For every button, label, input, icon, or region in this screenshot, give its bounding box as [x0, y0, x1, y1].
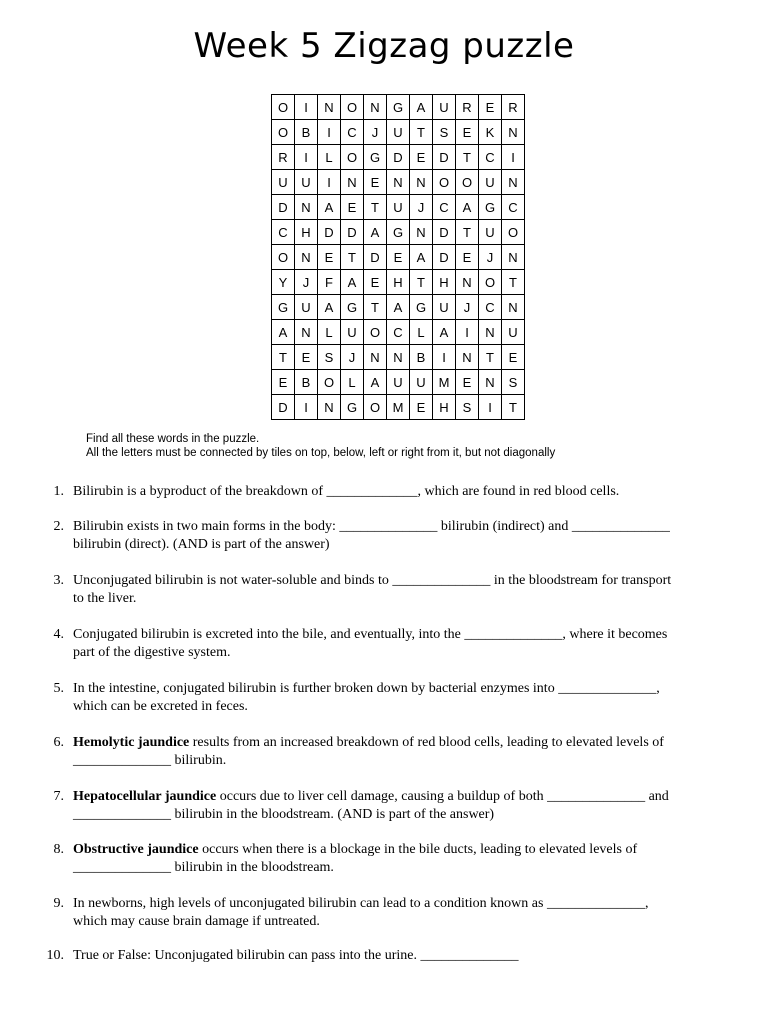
grid-cell: N — [318, 395, 341, 420]
grid-cell: C — [502, 195, 525, 220]
grid-cell: C — [479, 295, 502, 320]
question-item — [40, 680, 730, 716]
grid-cell: O — [502, 220, 525, 245]
grid-cell: E — [410, 145, 433, 170]
question-text — [73, 626, 730, 662]
question-item — [40, 788, 730, 824]
question-line-2: part of the digestive system. — [73, 645, 231, 660]
grid-cell: D — [433, 145, 456, 170]
question-bold-term: Hemolytic jaundice — [73, 735, 190, 750]
question-item — [40, 734, 730, 770]
grid-cell: G — [479, 195, 502, 220]
question-line-1: Obstructive jaundice occurs when there is a blockage in the bile ducts, leading to elevated levels of — [73, 842, 638, 857]
question-line-1: True or False: Unconjugated bilirubin can pass into the urine. ______________ — [73, 948, 519, 963]
grid-cell: J — [341, 345, 364, 370]
grid-cell: G — [341, 295, 364, 320]
grid-cell: H — [295, 220, 318, 245]
grid-cell: U — [410, 370, 433, 395]
grid-cell: N — [479, 320, 502, 345]
grid-cell: I — [295, 95, 318, 120]
grid-cell: T — [456, 220, 479, 245]
grid-cell: A — [364, 370, 387, 395]
grid-cell: L — [341, 370, 364, 395]
grid-cell: M — [387, 395, 410, 420]
grid-cell: I — [318, 120, 341, 145]
grid-cell: T — [502, 270, 525, 295]
instructions-line-1: Find all these words in the puzzle. — [86, 433, 260, 445]
grid-cell: I — [318, 170, 341, 195]
grid-cell: G — [410, 295, 433, 320]
grid-cell: R — [456, 95, 479, 120]
grid-cell: T — [479, 345, 502, 370]
puzzle-grid — [271, 94, 525, 420]
grid-cell: Y — [272, 270, 295, 295]
grid-cell: G — [341, 395, 364, 420]
grid-cell: A — [410, 95, 433, 120]
question-line-2: which may cause brain damage if untreated. — [73, 914, 320, 929]
grid-cell: N — [364, 95, 387, 120]
grid-cell: I — [502, 145, 525, 170]
grid-cell: H — [387, 270, 410, 295]
grid-cell: N — [479, 370, 502, 395]
grid-cell: E — [456, 370, 479, 395]
grid-cell: D — [272, 395, 295, 420]
question-text — [73, 734, 730, 770]
grid-cell: J — [479, 245, 502, 270]
grid-cell: U — [387, 120, 410, 145]
grid-cell: G — [387, 95, 410, 120]
question-item — [40, 626, 730, 662]
question-line-1: Hepatocellular jaundice occurs due to liver cell damage, causing a buildup of both ______________ and — [73, 789, 669, 804]
grid-cell: D — [272, 195, 295, 220]
grid-cell: H — [433, 270, 456, 295]
grid-cell: U — [295, 170, 318, 195]
question-text — [73, 572, 730, 608]
grid-cell: D — [364, 245, 387, 270]
grid-cell: T — [272, 345, 295, 370]
question-line-2: ______________ bilirubin. — [73, 753, 227, 768]
grid-cell: E — [341, 195, 364, 220]
question-bold-term: Obstructive jaundice — [73, 842, 199, 857]
grid-cell: U — [433, 295, 456, 320]
grid-cell: J — [456, 295, 479, 320]
question-item — [40, 483, 730, 501]
grid-cell: N — [502, 170, 525, 195]
grid-cell: B — [295, 370, 318, 395]
question-number: 2. — [53, 519, 64, 534]
grid-cell: J — [364, 120, 387, 145]
grid-cell: I — [479, 395, 502, 420]
grid-cell: N — [295, 245, 318, 270]
grid-cell: K — [479, 120, 502, 145]
grid-cell: N — [295, 195, 318, 220]
grid-cell: N — [364, 345, 387, 370]
grid-cell: E — [295, 345, 318, 370]
grid-cell: I — [433, 345, 456, 370]
grid-cell: I — [295, 395, 318, 420]
grid-cell: R — [502, 95, 525, 120]
grid-cell: I — [295, 145, 318, 170]
grid-cell: U — [479, 170, 502, 195]
grid-cell: N — [295, 320, 318, 345]
question-line-1: In newborns, high levels of unconjugated bilirubin can lead to a condition known as ______________, — [73, 896, 649, 911]
grid-cell: O — [479, 270, 502, 295]
grid-cell: C — [341, 120, 364, 145]
grid-cell: T — [364, 295, 387, 320]
page-title: Week 5 Zigzag puzzle — [193, 26, 575, 66]
question-line-2: ______________ bilirubin in the bloodstream. — [73, 860, 334, 875]
question-number: 3. — [53, 573, 64, 588]
grid-cell: D — [318, 220, 341, 245]
grid-cell: U — [433, 95, 456, 120]
grid-cell: A — [456, 195, 479, 220]
grid-cell: C — [272, 220, 295, 245]
question-text — [73, 841, 730, 877]
question-line-2: which can be excreted in feces. — [73, 699, 248, 714]
grid-cell: G — [272, 295, 295, 320]
grid-cell: I — [456, 320, 479, 345]
grid-cell: N — [410, 220, 433, 245]
grid-cell: U — [387, 195, 410, 220]
question-number: 5. — [53, 681, 64, 696]
grid-cell: O — [341, 95, 364, 120]
grid-cell: U — [272, 170, 295, 195]
grid-cell: A — [433, 320, 456, 345]
grid-cell: S — [502, 370, 525, 395]
grid-cell: G — [387, 220, 410, 245]
grid-cell: D — [387, 145, 410, 170]
grid-cell: A — [318, 195, 341, 220]
question-line-2: ______________ bilirubin in the bloodstream. (AND is part of the answer) — [73, 807, 495, 822]
grid-cell: A — [387, 295, 410, 320]
grid-cell: A — [364, 220, 387, 245]
grid-cell: T — [410, 270, 433, 295]
grid-cell: O — [272, 245, 295, 270]
question-number: 9. — [53, 896, 64, 911]
question-line-2: to the liver. — [73, 591, 137, 606]
grid-cell: T — [456, 145, 479, 170]
grid-cell: U — [479, 220, 502, 245]
grid-cell: E — [272, 370, 295, 395]
question-line-1: Conjugated bilirubin is excreted into the bile, and eventually, into the ______________, where it becomes — [73, 627, 668, 642]
grid-cell: E — [364, 170, 387, 195]
question-number: 6. — [53, 735, 64, 750]
grid-cell: N — [387, 170, 410, 195]
question-number: 7. — [53, 789, 64, 804]
grid-cell: C — [479, 145, 502, 170]
grid-cell: O — [364, 320, 387, 345]
grid-cell: E — [410, 395, 433, 420]
grid-cell: E — [479, 95, 502, 120]
grid-cell: D — [433, 220, 456, 245]
question-text — [73, 680, 730, 716]
grid-cell: O — [433, 170, 456, 195]
grid-cell: E — [364, 270, 387, 295]
question-item — [40, 841, 730, 877]
question-text — [73, 947, 730, 965]
grid-cell: N — [410, 170, 433, 195]
question-item — [40, 518, 730, 554]
grid-cell: U — [387, 370, 410, 395]
question-line-1: In the intestine, conjugated bilirubin is further broken down by bacterial enzymes into ______________, — [73, 681, 660, 696]
grid-cell: N — [387, 345, 410, 370]
grid-cell: T — [364, 195, 387, 220]
grid-cell: O — [456, 170, 479, 195]
question-item — [40, 895, 730, 931]
grid-cell: J — [410, 195, 433, 220]
grid-cell: E — [387, 245, 410, 270]
grid-cell: S — [318, 345, 341, 370]
grid-cell: S — [433, 120, 456, 145]
question-item — [40, 572, 730, 608]
grid-cell: L — [318, 145, 341, 170]
question-line-1: Hemolytic jaundice results from an increased breakdown of red blood cells, leading to elevated levels of — [73, 735, 664, 750]
grid-cell: B — [295, 120, 318, 145]
question-text — [73, 483, 730, 501]
grid-cell: J — [295, 270, 318, 295]
question-line-2: bilirubin (direct). (AND is part of the answer) — [73, 537, 330, 552]
grid-cell: S — [456, 395, 479, 420]
grid-cell: L — [318, 320, 341, 345]
grid-cell: E — [318, 245, 341, 270]
question-bold-term: Hepatocellular jaundice — [73, 789, 217, 804]
grid-cell: N — [456, 270, 479, 295]
grid-cell: A — [272, 320, 295, 345]
grid-cell: H — [433, 395, 456, 420]
question-line-1: Bilirubin exists in two main forms in the body: ______________ bilirubin (indirect) and ______________ — [73, 519, 670, 534]
grid-cell: E — [502, 345, 525, 370]
grid-cell: O — [364, 395, 387, 420]
grid-cell: T — [410, 120, 433, 145]
grid-cell: N — [318, 95, 341, 120]
grid-cell: O — [318, 370, 341, 395]
grid-cell: G — [364, 145, 387, 170]
grid-cell: A — [318, 295, 341, 320]
grid-cell: D — [341, 220, 364, 245]
grid-cell: R — [272, 145, 295, 170]
grid-cell: N — [456, 345, 479, 370]
question-line-1: Bilirubin is a byproduct of the breakdown of _____________, which are found in red blood cells. — [73, 484, 620, 499]
grid-cell: N — [502, 245, 525, 270]
grid-cell: F — [318, 270, 341, 295]
question-number: 8. — [53, 842, 64, 857]
grid-cell: E — [456, 120, 479, 145]
grid-cell: E — [456, 245, 479, 270]
grid-cell: U — [502, 320, 525, 345]
grid-cell: L — [410, 320, 433, 345]
grid-cell: C — [387, 320, 410, 345]
grid-cell: A — [410, 245, 433, 270]
grid-cell: U — [341, 320, 364, 345]
question-text — [73, 518, 730, 554]
grid-cell: A — [341, 270, 364, 295]
grid-cell: T — [341, 245, 364, 270]
grid-cell: M — [433, 370, 456, 395]
grid-cell: D — [433, 245, 456, 270]
question-number: 1. — [53, 484, 64, 499]
question-item — [40, 947, 730, 965]
question-line-1: Unconjugated bilirubin is not water-soluble and binds to ______________ in the bloodstream for transport — [73, 573, 672, 588]
grid-cell: T — [502, 395, 525, 420]
instructions — [86, 432, 555, 460]
grid-cell: O — [272, 95, 295, 120]
question-number: 4. — [53, 627, 64, 642]
grid-cell: O — [272, 120, 295, 145]
grid-cell: C — [433, 195, 456, 220]
grid-cell: U — [295, 295, 318, 320]
instructions-line-2: All the letters must be connected by tiles on top, below, left or right from it, but not diagonally — [86, 447, 556, 459]
grid-cell: N — [502, 120, 525, 145]
grid-cell: N — [341, 170, 364, 195]
grid-cell: N — [502, 295, 525, 320]
grid-cell: O — [341, 145, 364, 170]
question-text — [73, 895, 730, 931]
question-text — [73, 788, 730, 824]
grid-cell: B — [410, 345, 433, 370]
question-number: 10. — [46, 948, 64, 963]
